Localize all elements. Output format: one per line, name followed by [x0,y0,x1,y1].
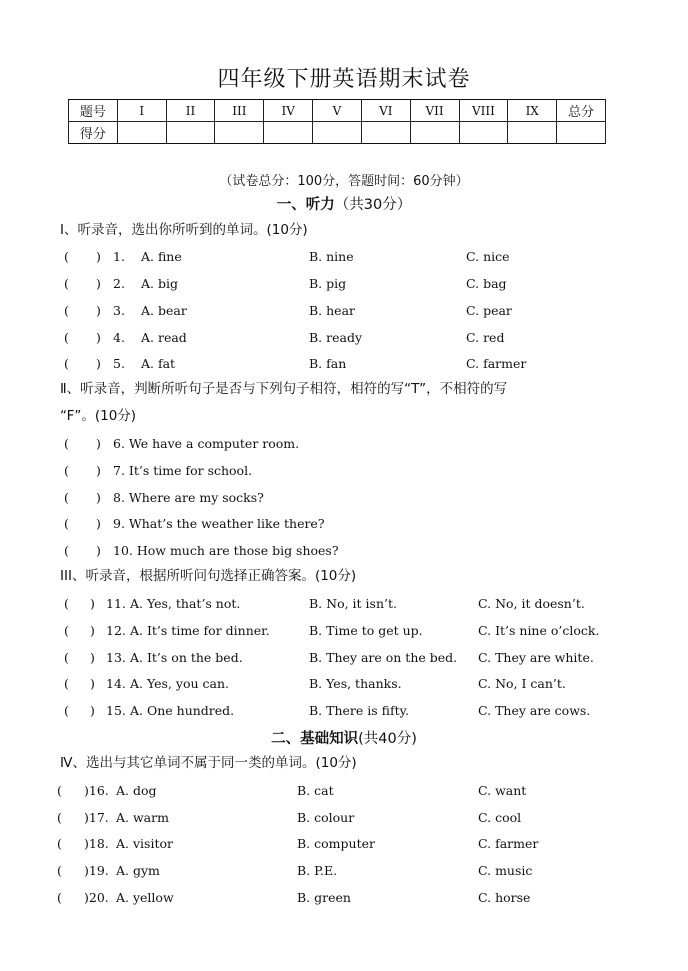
score-cell-header: II [166,100,215,122]
answer-paren-open[interactable]: ( [64,249,69,264]
option-b: B. computer [297,836,375,851]
question-row [0,303,688,325]
option-a: A. visitor [116,836,173,851]
question-number: )20. [84,890,109,905]
answer-paren-open[interactable]: ( [64,703,69,718]
option-b: B. There is fifty. [309,703,410,718]
answer-paren-open[interactable]: ( [57,863,62,878]
answer-paren-open[interactable]: ( [57,836,62,851]
question-row [0,330,688,352]
answer-paren-close: ) [90,596,95,611]
score-cell-input[interactable] [166,122,215,144]
score-cell-header: VIII [459,100,508,122]
option-a: A. It’s time for dinner. [130,623,270,638]
answer-paren-open[interactable]: ( [64,596,69,611]
score-cell-total: 总分 [557,100,606,122]
option-a: A. Yes, that’s not. [130,596,241,611]
option-a: A. Yes, you can. [130,676,229,691]
answer-paren-open[interactable]: ( [57,783,62,798]
option-c: C. farmer [466,356,527,371]
sentence-text: 10. How much are those big shoes? [113,543,339,558]
question-number: )18. [84,836,109,851]
part-1-title [0,193,688,214]
option-c: C. horse [478,890,531,905]
score-cell-input[interactable] [117,122,166,144]
score-cell-input[interactable] [410,122,459,144]
option-a: A. fat [141,356,176,371]
answer-paren-close: ) [96,490,101,505]
score-cell-input[interactable] [459,122,508,144]
option-c: C. music [478,863,533,878]
question-number: )17. [84,810,109,825]
score-cell-input[interactable] [361,122,410,144]
question-row [0,276,688,298]
option-c: C. nice [466,249,510,264]
score-cell-label: 得分 [69,122,118,144]
question-number: )19. [84,863,109,878]
option-b: B. hear [309,303,356,318]
sentence-text: 8. Where are my socks? [113,490,264,505]
answer-paren-open[interactable]: ( [64,436,69,451]
part-1-title-text: 一、听力 [276,197,335,213]
part-1-points: （共30分） [334,197,412,213]
option-b: B. pig [309,276,347,291]
answer-paren-close: ) [96,543,101,558]
answer-paren-open[interactable]: ( [64,276,69,291]
sentence-text: 6. We have a computer room. [113,436,300,451]
question-number: 3. [113,303,125,318]
score-cell-input[interactable] [264,122,313,144]
score-cell-input[interactable] [313,122,362,144]
option-c: C. cool [478,810,522,825]
option-a: A. dog [116,783,157,798]
part-2-points: (共40分) [358,731,417,747]
question-row [0,650,688,672]
exam-info: （试卷总分：100分，答题时间：60分钟） [219,174,469,189]
question-row [0,836,688,858]
answer-paren-close: ) [90,703,95,718]
section-4-heading: Ⅳ、选出与其它单词不属于同一类的单词。(10分) [60,755,357,771]
question-number: 13. [106,650,126,665]
score-table-header-row [69,100,606,122]
option-a: A. yellow [116,890,174,905]
score-cell-label: 题号 [69,100,118,122]
question-number: 12. [106,623,126,638]
question-row [0,783,688,805]
question-row [0,623,688,645]
option-c: C. It’s nine o’clock. [478,623,600,638]
answer-paren-close: ) [90,676,95,691]
question-number: 5. [113,356,125,371]
answer-paren-open[interactable]: ( [64,303,69,318]
sentence-row [0,436,688,458]
option-a: A. One hundred. [130,703,235,718]
option-c: C. bag [466,276,507,291]
option-a: A. bear [141,303,187,318]
answer-paren-close: ) [96,303,101,318]
question-number: 4. [113,330,125,345]
sentence-text: 9. What’s the weather like there? [113,516,325,531]
question-number: 14. [106,676,126,691]
sentence-row [0,516,688,538]
option-c: C. pear [466,303,512,318]
question-number: 11. [106,596,126,611]
sentence-row [0,463,688,485]
question-number: )16. [84,783,109,798]
question-number: 1. [113,249,125,264]
answer-paren-close: ) [90,623,95,638]
exam-title: 四年级下册英语期末试卷 [217,67,471,92]
sentence-row [0,543,688,565]
question-row [0,596,688,618]
question-row [0,863,688,885]
answer-paren-close: ) [96,516,101,531]
answer-paren-open[interactable]: ( [64,463,69,478]
score-cell-input[interactable] [508,122,557,144]
option-b: B. Yes, thanks. [309,676,402,691]
question-row [0,249,688,271]
option-c: C. They are white. [478,650,594,665]
answer-paren-open[interactable]: ( [57,890,62,905]
question-number: 15. [106,703,126,718]
option-b: B. P.E. [297,863,338,878]
answer-paren-open[interactable]: ( [64,356,69,371]
question-row [0,890,688,912]
option-c: C. No, I can’t. [478,676,566,691]
option-a: A. big [141,276,178,291]
score-cell-header: IV [264,100,313,122]
option-a: A. read [141,330,187,345]
answer-paren-close: ) [96,249,101,264]
score-table [68,99,606,144]
score-cell-header: V [313,100,362,122]
score-cell-header: IX [508,100,557,122]
option-b: B. ready [309,330,363,345]
option-a: A. fine [141,249,182,264]
score-cell-input[interactable] [215,122,264,144]
section-2-heading-line1: Ⅱ、听录音，判断所听句子是否与下列句子相符，相符的写“T”，不相符的写 [60,381,508,397]
option-a: A. warm [116,810,169,825]
section-2-heading [60,376,660,430]
score-table-score-row [69,122,606,144]
sentence-text: 7. It’s time for school. [113,463,253,478]
answer-paren-open[interactable]: ( [64,650,69,665]
score-cell-header: III [215,100,264,122]
option-c: C. No, it doesn’t. [478,596,585,611]
answer-paren-open[interactable]: ( [64,543,69,558]
option-c: C. They are cows. [478,703,591,718]
answer-paren-open[interactable]: ( [64,330,69,345]
section-2-heading-line2: “F”。(10分) [60,408,137,424]
sentence-row [0,490,688,512]
option-b: B. nine [309,249,354,264]
question-row [0,356,688,378]
question-row [0,676,688,698]
option-b: B. No, it isn’t. [309,596,397,611]
option-c: C. farmer [478,836,539,851]
question-row [0,810,688,832]
answer-paren-open[interactable]: ( [64,676,69,691]
answer-paren-close: ) [96,330,101,345]
option-c: C. want [478,783,527,798]
section-3-heading: III、听录音，根据所听问句选择正确答案。(10分) [60,568,357,584]
answer-paren-close: ) [96,436,101,451]
score-cell-header: VII [410,100,459,122]
option-c: C. red [466,330,505,345]
option-a: A. It’s on the bed. [130,650,243,665]
answer-paren-close: ) [96,276,101,291]
option-b: B. green [297,890,351,905]
answer-paren-close: ) [90,650,95,665]
answer-paren-open[interactable]: ( [64,490,69,505]
score-cell-header: VI [361,100,410,122]
section-1-heading: Ⅰ、听录音，选出你所听到的单词。(10分) [60,222,308,238]
score-cell-input[interactable] [557,122,606,144]
option-b: B. Time to get up. [309,623,423,638]
part-2-title-text: 二、基础知识 [271,731,359,747]
question-number: 2. [113,276,125,291]
answer-paren-open[interactable]: ( [64,516,69,531]
answer-paren-open[interactable]: ( [64,623,69,638]
option-a: A. gym [116,863,160,878]
option-b: B. They are on the bed. [309,650,458,665]
answer-paren-close: ) [96,463,101,478]
option-b: B. cat [297,783,334,798]
option-b: B. fan [309,356,347,371]
option-b: B. colour [297,810,355,825]
answer-paren-open[interactable]: ( [57,810,62,825]
answer-paren-close: ) [96,356,101,371]
score-cell-header: I [117,100,166,122]
question-row [0,703,688,725]
part-2-title [0,727,688,748]
